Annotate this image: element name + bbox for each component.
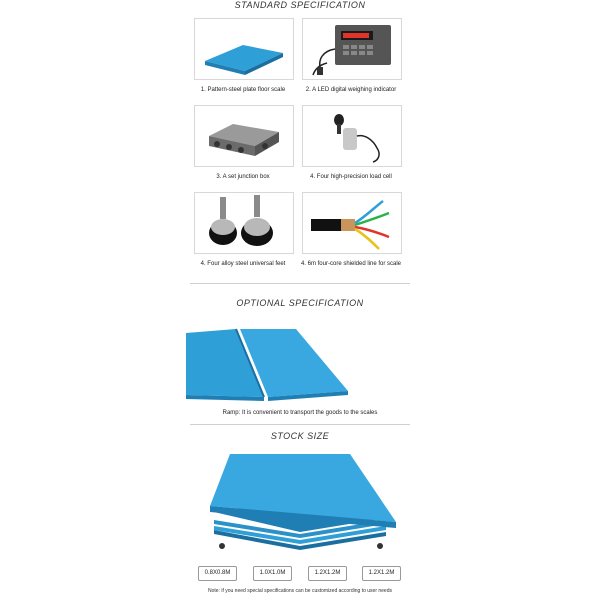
universal-feet-image [194,192,294,254]
ramp-caption: Ramp: It is convenient to transport the goods to the scales [222,410,378,416]
optional-spec-title: OPTIONAL SPECIFICATION [236,298,364,308]
standard-spec-title: STANDARD SPECIFICATION [234,0,366,10]
weighing-indicator-image [302,18,402,80]
standard-item-label: 4. Four high-precision load cell [310,174,392,180]
shielded-cable-image [302,192,402,254]
customization-note: Note: if you need special specifications can be customized according to user needs [208,588,392,594]
stock-size-label: 0.8X0.8M [198,566,237,581]
load-cell-image [302,105,402,167]
section-divider [190,283,410,284]
ramp-image [186,325,354,405]
standard-item-label: 4. Four alloy steel universal feet [200,261,286,267]
standard-item-label: 2. A LED digital weighing indicator [305,87,397,93]
floor-scale-image [194,18,294,80]
stock-size-label: 1.0X1.0M [253,566,292,581]
stock-size-title: STOCK SIZE [270,431,330,441]
standard-item-label: 3. A set junction box [216,174,270,180]
standard-item-label: 1. Pattern-steel plate floor scale [200,87,286,93]
stock-size-label: 1.2X1.2M [362,566,401,581]
stacked-scales-image [200,450,400,554]
section-divider [190,424,410,425]
junction-box-image [194,105,294,167]
stock-size-label: 1.2X1.2M [308,566,347,581]
standard-item-label: 4. 6m four-core shielded line for scale [300,261,402,267]
